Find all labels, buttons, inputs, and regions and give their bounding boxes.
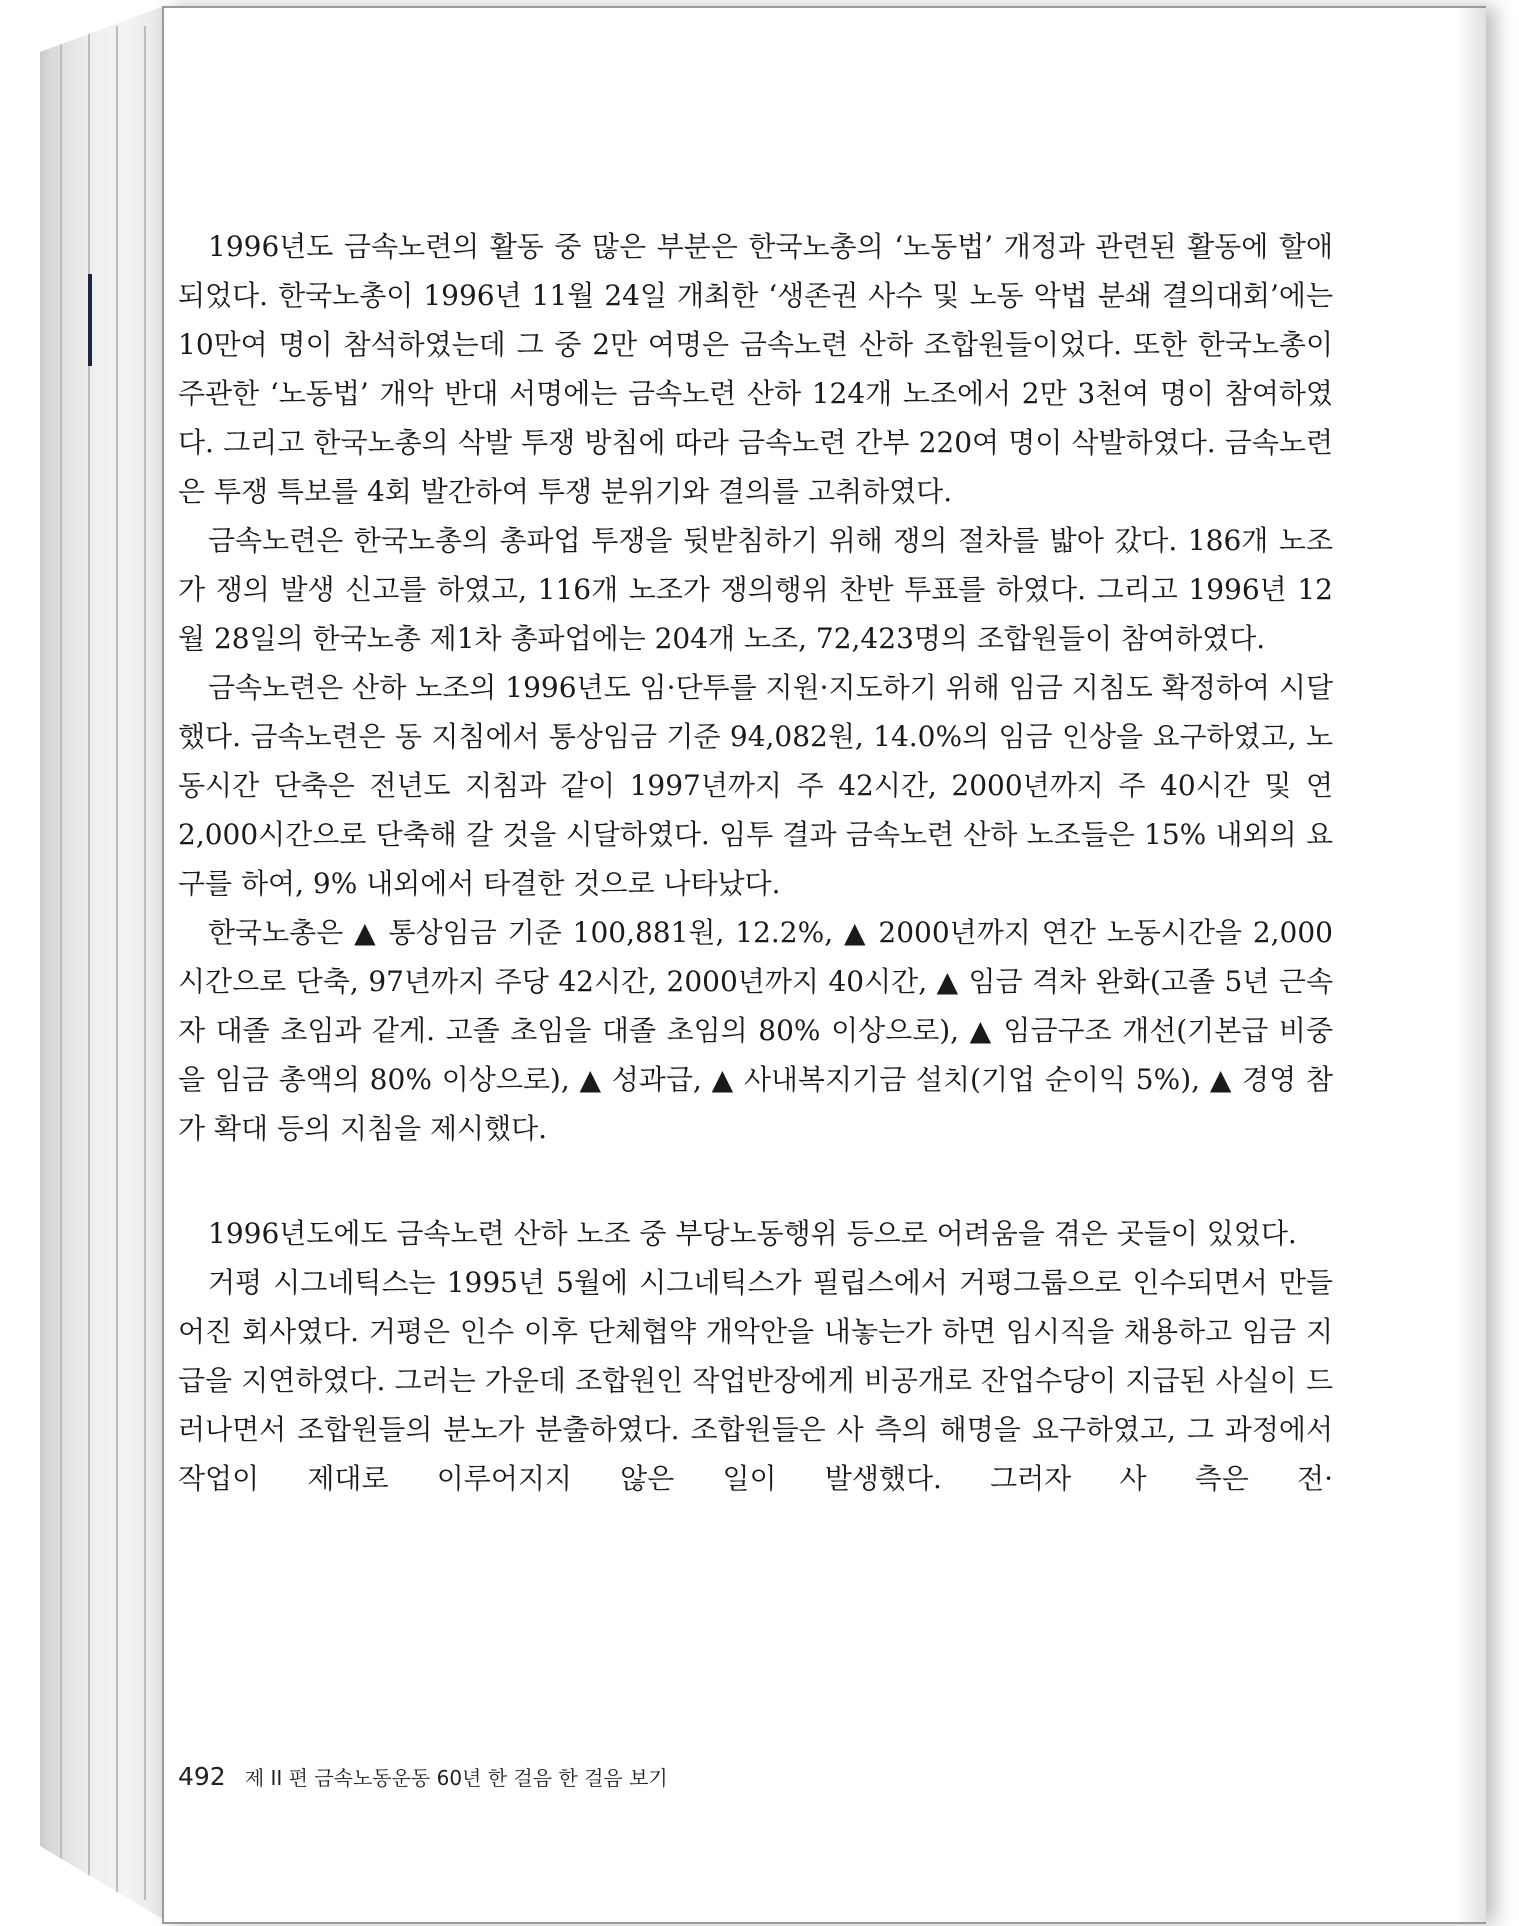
bookmark-ribbon (88, 274, 92, 366)
book-spine (40, 6, 164, 1920)
paragraph: 한국노총은 ▲ 통상임금 기준 100,881원, 12.2%, ▲ 2000년까지 연간 노동시간을 2,000시간으로 단축, 97년까지 주당 42시간, 2000년까지 40시간, ▲ 임금 격차 완화(고졸 5년 근속자 대졸 초임과 같게. 고졸 초임을 대졸 초임의 80% 이상으로), ▲ 임금구조 개선(기본급 비중을 임금 총액의 80% 이상으로), ▲ 성과급, ▲ 사내복지기금 설치(기업 순이익 5%), ▲ 경영 참가 확대 등의 지침을 제시했다. (178, 916, 1333, 1145)
paragraph: 1996년도에도 금속노련 산하 노조 중 부당노동행위 등으로 어려움을 겪은 곳들이 있었다. (208, 1217, 1297, 1250)
page-edge-line (144, 26, 146, 1900)
paragraph: 1996년도 금속노련의 활동 중 많은 부분은 한국노총의 ‘노동법’ 개정과 관련된 활동에 할애되었다. 한국노총이 1996년 11월 24일 개최한 ‘생존권 사수 및 노동 악법 분쇄 결의대회’에는 10만여 명이 참석하였는데 그 중 2만 여명은 금속노련 산하 조합원들이었다. 또한 한국노총이 주관한 ‘노동법’ 개악 반대 서명에는 금속노련 산하 124개 노조에서 2만 3천여 명이 참여하였다. 그리고 한국노총의 삭발 투쟁 방침에 따라 금속노련 간부 220여 명이 삭발하였다. 금속노련은 투쟁 특보를 4회 발간하여 투쟁 분위기와 결의를 고취하였다. (178, 230, 1333, 508)
page-shadow (1456, 8, 1486, 1922)
page-footer (178, 1762, 668, 1791)
page-edge-line (116, 26, 118, 1900)
section-break (178, 1153, 1333, 1209)
page-edge-line (60, 26, 62, 1900)
body-text (178, 222, 1333, 1503)
paragraph: 거평 시그네틱스는 1995년 5월에 시그네틱스가 필립스에서 거평그룹으로 인수되면서 만들어진 회사였다. 거평은 인수 이후 단체협약 개악안을 내놓는가 하면 임시직을 채용하고 임금 지급을 지연하였다. 그러는 가운데 조합원인 작업반장에게 비공개로 잔업수당이 지급된 사실이 드러나면서 조합원들의 분노가 분출하였다. 조합원들은 사 측의 해명을 요구하였고, 그 과정에서 작업이 제대로 이루어지지 않은 일이 발생했다. 그러자 사 측은 전· (178, 1266, 1333, 1495)
paragraph: 금속노련은 한국노총의 총파업 투쟁을 뒷받침하기 위해 쟁의 절차를 밟아 갔다. 186개 노조가 쟁의 발생 신고를 하였고, 116개 노조가 쟁의행위 찬반 투표를 하였다. 그리고 1996년 12월 28일의 한국노총 제1차 총파업에는 204개 노조, 72,423명의 조합원들이 참여하였다. (178, 524, 1333, 655)
running-title: 제 II 편 금속노동운동 60년 한 걸음 한 걸음 보기 (244, 1766, 668, 1790)
page-number: 492 (178, 1762, 226, 1791)
paragraph: 금속노련은 산하 노조의 1996년도 임·단투를 지원·지도하기 위해 임금 지침도 확정하여 시달했다. 금속노련은 동 지침에서 통상임금 기준 94,082원, 14.0%의 임금 인상을 요구하였고, 노동시간 단축은 전년도 지침과 같이 1997년까지 주 42시간, 2000년까지 주 40시간 및 연 2,000시간으로 단축해 갈 것을 시달하였다. 임투 결과 금속노련 산하 노조들은 15% 내외의 요구를 하여, 9% 내외에서 타결한 것으로 나타났다. (178, 671, 1333, 900)
